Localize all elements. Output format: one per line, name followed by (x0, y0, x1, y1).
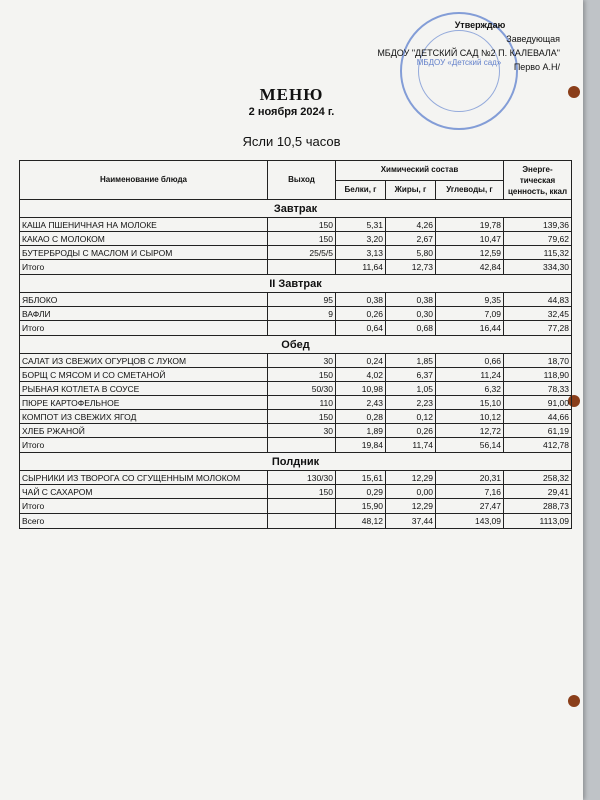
dish-proteins: 0,38 (336, 293, 386, 307)
dish-fats: 5,80 (386, 246, 436, 260)
approval-name: Перво А.Н/ (513, 62, 560, 72)
dish-carbs: 6,32 (436, 382, 504, 396)
dish-name: ХЛЕБ РЖАНОЙ (20, 424, 268, 438)
table-row (20, 354, 572, 368)
dish-name: САЛАТ ИЗ СВЕЖИХ ОГУРЦОВ С ЛУКОМ (20, 354, 268, 368)
total-output-empty (268, 438, 336, 453)
dish-proteins: 1,89 (336, 424, 386, 438)
total-label: Итого (20, 260, 268, 275)
menu-table-body (20, 200, 572, 529)
dish-energy: 18,70 (504, 354, 572, 368)
dish-name: ВАФЛИ (20, 307, 268, 321)
total-output-empty (268, 499, 336, 514)
dish-energy: 91,00 (504, 396, 572, 410)
total-carbs: 16,44 (436, 321, 504, 336)
dish-fats: 4,26 (386, 218, 436, 232)
page-title: МЕНЮ (259, 85, 324, 104)
dish-energy: 115,32 (504, 246, 572, 260)
dish-energy: 78,33 (504, 382, 572, 396)
dish-carbs: 7,09 (436, 307, 504, 321)
table-row (20, 246, 572, 260)
total-output-empty (268, 321, 336, 336)
dish-carbs: 15,10 (436, 396, 504, 410)
total-label: Итого (20, 438, 268, 453)
dish-proteins: 2,43 (336, 396, 386, 410)
approval-position: Заведующая (506, 34, 560, 44)
dish-energy: 79,62 (504, 232, 572, 246)
meal-section-header (20, 200, 572, 218)
dish-fats: 6,37 (386, 368, 436, 382)
total-proteins: 19,84 (336, 438, 386, 453)
approval-block (360, 18, 560, 74)
grand-total-output-empty (268, 514, 336, 529)
dish-proteins: 4,02 (336, 368, 386, 382)
dish-output: 150 (268, 218, 336, 232)
meal-section-header (20, 336, 572, 354)
dish-fats: 2,23 (386, 396, 436, 410)
dish-proteins: 10,98 (336, 382, 386, 396)
dish-fats: 0,00 (386, 485, 436, 499)
dish-fats: 0,30 (386, 307, 436, 321)
dish-output: 110 (268, 396, 336, 410)
approval-org: МБДОУ "ДЕТСКИЙ САД №2 П. КАЛЕВАЛА" (377, 48, 560, 58)
meal-section-title: II Завтрак (20, 275, 572, 293)
grand-total-carbs: 143,09 (436, 514, 504, 529)
total-label: Итого (20, 499, 268, 514)
dish-carbs: 11,24 (436, 368, 504, 382)
total-proteins: 15,90 (336, 499, 386, 514)
dish-proteins: 0,28 (336, 410, 386, 424)
stamp-text: МБДОУ «Детский сад» (416, 58, 502, 67)
table-row (20, 218, 572, 232)
grand-total-proteins: 48,12 (336, 514, 386, 529)
dish-energy: 258,32 (504, 471, 572, 485)
binder-hole (568, 695, 580, 707)
dish-fats: 0,12 (386, 410, 436, 424)
dish-fats: 1,85 (386, 354, 436, 368)
section-total-row (20, 438, 572, 453)
dish-fats: 0,38 (386, 293, 436, 307)
total-energy: 77,28 (504, 321, 572, 336)
table-row (20, 396, 572, 410)
total-energy: 288,73 (504, 499, 572, 514)
table-row (20, 368, 572, 382)
table-row (20, 410, 572, 424)
dish-energy: 44,66 (504, 410, 572, 424)
table-row (20, 485, 572, 499)
dish-proteins: 5,31 (336, 218, 386, 232)
dish-name: ЯБЛОКО (20, 293, 268, 307)
dish-name: БУТЕРБРОДЫ С МАСЛОМ И СЫРОМ (20, 246, 268, 260)
total-energy: 334,30 (504, 260, 572, 275)
meal-section-header (20, 275, 572, 293)
total-output-empty (268, 260, 336, 275)
dish-proteins: 3,13 (336, 246, 386, 260)
dish-energy: 29,41 (504, 485, 572, 499)
total-label: Итого (20, 321, 268, 336)
dish-output: 130/30 (268, 471, 336, 485)
table-row (20, 471, 572, 485)
dish-output: 30 (268, 354, 336, 368)
dish-carbs: 20,31 (436, 471, 504, 485)
dish-name: СЫРНИКИ ИЗ ТВОРОГА СО СГУЩЕННЫМ МОЛОКОМ (20, 471, 268, 485)
dish-name: КАКАО С МОЛОКОМ (20, 232, 268, 246)
dish-output: 25/5/5 (268, 246, 336, 260)
dish-output: 50/30 (268, 382, 336, 396)
meal-section-header (20, 453, 572, 471)
dish-name: КОМПОТ ИЗ СВЕЖИХ ЯГОД (20, 410, 268, 424)
dish-output: 150 (268, 368, 336, 382)
dish-name: РЫБНАЯ КОТЛЕТА В СОУСЕ (20, 382, 268, 396)
section-total-row (20, 260, 572, 275)
dish-carbs: 0,66 (436, 354, 504, 368)
table-row (20, 293, 572, 307)
meal-section-title: Завтрак (20, 200, 572, 218)
dish-output: 95 (268, 293, 336, 307)
dish-name: КАША ПШЕНИЧНАЯ НА МОЛОКЕ (20, 218, 268, 232)
total-fats: 12,73 (386, 260, 436, 275)
col-carbs-header: Углеводы, г (436, 180, 504, 200)
group-label: Ясли 10,5 часов (242, 134, 341, 149)
dish-fats: 2,67 (386, 232, 436, 246)
dish-fats: 0,26 (386, 424, 436, 438)
col-output-header: Выход (268, 161, 336, 200)
dish-carbs: 12,59 (436, 246, 504, 260)
dish-output: 9 (268, 307, 336, 321)
dish-energy: 139,36 (504, 218, 572, 232)
dish-carbs: 7,16 (436, 485, 504, 499)
dish-energy: 118,90 (504, 368, 572, 382)
dish-carbs: 10,47 (436, 232, 504, 246)
table-row (20, 382, 572, 396)
dish-proteins: 3,20 (336, 232, 386, 246)
total-carbs: 56,14 (436, 438, 504, 453)
dish-carbs: 19,78 (436, 218, 504, 232)
dish-proteins: 0,29 (336, 485, 386, 499)
dish-fats: 12,29 (386, 471, 436, 485)
total-proteins: 11,64 (336, 260, 386, 275)
menu-table (19, 160, 572, 529)
table-row (20, 307, 572, 321)
section-total-row (20, 499, 572, 514)
grand-total-label: Всего (20, 514, 268, 529)
approval-title: Утверждаю (454, 20, 506, 30)
dish-proteins: 15,61 (336, 471, 386, 485)
dish-energy: 32,45 (504, 307, 572, 321)
dish-energy: 44,83 (504, 293, 572, 307)
dish-proteins: 0,24 (336, 354, 386, 368)
dish-energy: 61,19 (504, 424, 572, 438)
dish-name: ПЮРЕ КАРТОФЕЛЬНОЕ (20, 396, 268, 410)
dish-output: 30 (268, 424, 336, 438)
total-proteins: 0,64 (336, 321, 386, 336)
table-row (20, 424, 572, 438)
col-dish-header: Наименование блюда (20, 161, 268, 200)
total-fats: 11,74 (386, 438, 436, 453)
grand-total-row (20, 514, 572, 529)
total-carbs: 42,84 (436, 260, 504, 275)
dish-name: БОРЩ С МЯСОМ И СО СМЕТАНОЙ (20, 368, 268, 382)
dish-carbs: 12,72 (436, 424, 504, 438)
total-fats: 0,68 (386, 321, 436, 336)
col-chem-header: Химический состав (336, 161, 504, 181)
dish-output: 150 (268, 232, 336, 246)
table-row (20, 232, 572, 246)
grand-total-energy: 1113,09 (504, 514, 572, 529)
col-proteins-header: Белки, г (336, 180, 386, 200)
section-total-row (20, 321, 572, 336)
total-carbs: 27,47 (436, 499, 504, 514)
col-energy-header: Энерге-тическая ценность, ккал (504, 161, 572, 200)
dish-proteins: 0,26 (336, 307, 386, 321)
dish-fats: 1,05 (386, 382, 436, 396)
dish-name: ЧАЙ С САХАРОМ (20, 485, 268, 499)
total-fats: 12,29 (386, 499, 436, 514)
meal-section-title: Полдник (20, 453, 572, 471)
col-fats-header: Жиры, г (386, 180, 436, 200)
dish-output: 150 (268, 410, 336, 424)
total-energy: 412,78 (504, 438, 572, 453)
grand-total-fats: 37,44 (386, 514, 436, 529)
dish-carbs: 9,35 (436, 293, 504, 307)
meal-section-title: Обед (20, 336, 572, 354)
menu-date: 2 ноября 2024 г. (248, 106, 335, 118)
dish-carbs: 10,12 (436, 410, 504, 424)
dish-output: 150 (268, 485, 336, 499)
